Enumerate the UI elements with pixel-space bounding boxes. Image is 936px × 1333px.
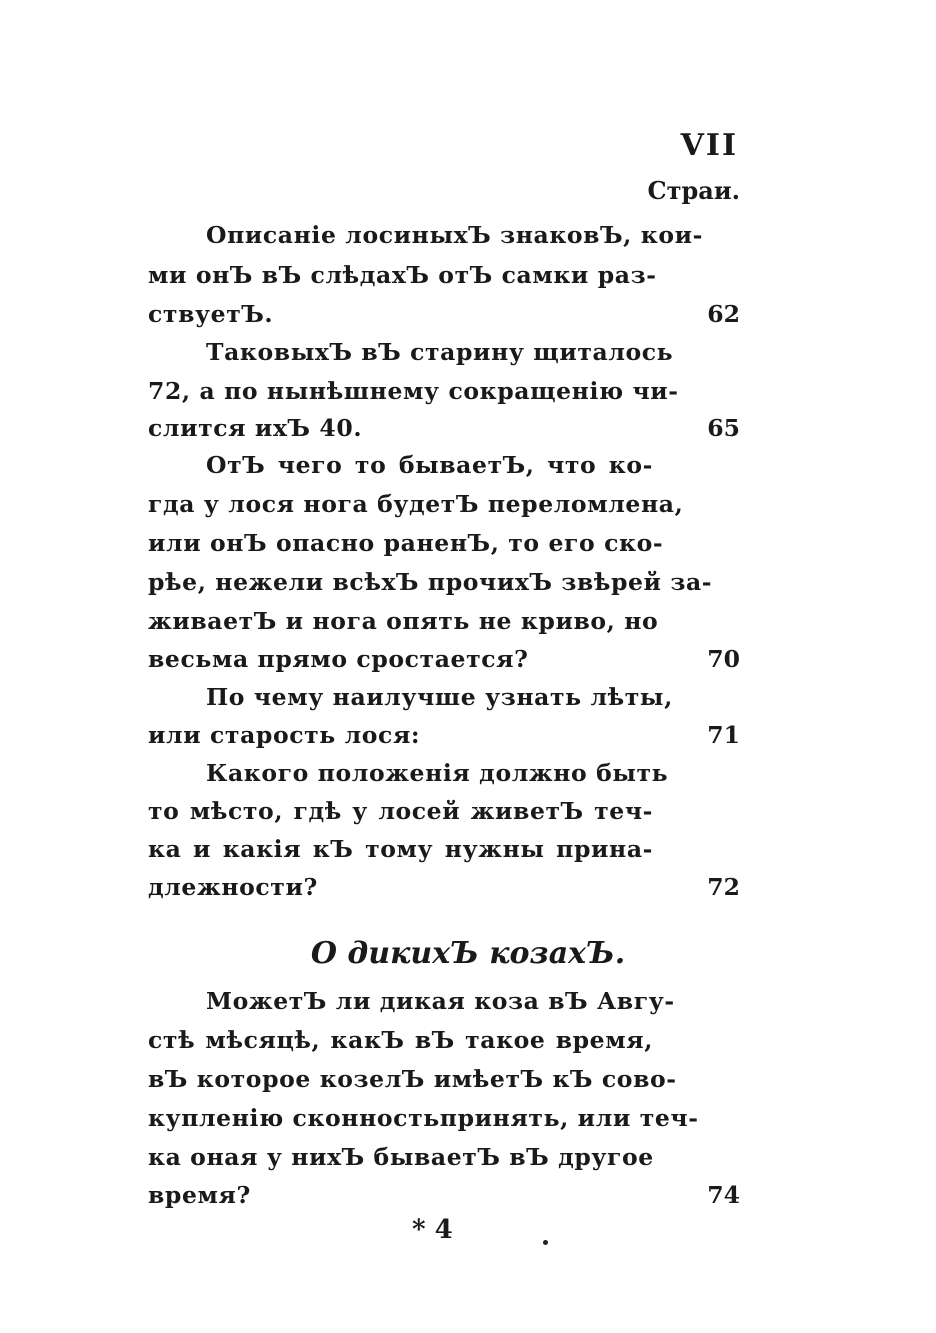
entry-4-line-1: По чему наилучше узнать лѣты, <box>206 683 673 711</box>
entry-2-line-2: 72, а по нынѣшнему сокращенію чи- <box>148 377 679 405</box>
entry-5-line-2: то мѣсто, гдѣ у лосей живетЪ теч- <box>148 797 653 825</box>
section-heading: О дикихЪ козахЪ. <box>310 936 626 971</box>
entry-2-line-1: ТаковыхЪ вЪ старину щиталось <box>206 338 674 366</box>
entry-3-line-1: ОтЪ чего то бываетЪ, что ко- <box>206 451 653 479</box>
entry-3-line-6: весьма прямо сростается? <box>148 645 529 673</box>
entry-4-line-2: или старость лося: <box>148 721 421 749</box>
entry-3-line-3: или онЪ опасно раненЪ, то его ско- <box>148 529 664 557</box>
section-entry-line-1: МожетЪ ли дикая коза вЪ Авгу- <box>206 987 675 1015</box>
entry-2-page-number: 65 <box>707 414 740 442</box>
section-entry-line-2: стѣ мѣсяцѣ, какЪ вЪ такое время, <box>148 1026 653 1054</box>
entry-2-line-3: слится ихЪ 40. <box>148 414 363 442</box>
signature-mark: * 4 <box>412 1215 453 1245</box>
entry-3-line-4: рѣе, нежели всѣхЪ прочихЪ звѣрей за- <box>148 568 713 596</box>
entry-1-line-3: ствуетЪ. <box>148 300 274 328</box>
entry-1-line-2: ми онЪ вЪ слѣдахЪ отЪ самки раз- <box>148 261 657 289</box>
entry-5-page-number: 72 <box>707 873 740 901</box>
section-entry-line-4: купленію сконностьпринять, или теч- <box>148 1104 699 1132</box>
entry-5-line-4: длежности? <box>148 873 318 901</box>
entry-3-line-2: гда у лося нога будетЪ переломлена, <box>148 490 684 518</box>
section-entry-line-3: вЪ которое козелЪ имѣетЪ кЪ сово- <box>148 1065 677 1093</box>
ink-speck <box>543 1240 548 1245</box>
entry-1-line-1: Описаніе лосиныхЪ знаковЪ, кои- <box>206 221 703 249</box>
folio-number: VII <box>680 128 738 163</box>
entry-3-line-5: живаетЪ и нога опять не криво, но <box>148 607 659 635</box>
entry-4-page-number: 71 <box>707 721 740 749</box>
entry-3-page-number: 70 <box>707 645 740 673</box>
entry-5-line-3: ка и какія кЪ тому нужны прина- <box>148 835 653 863</box>
section-entry-page-number: 74 <box>707 1181 740 1209</box>
entry-5-line-1: Какого положенія должно быть <box>206 759 669 787</box>
section-entry-line-5: ка оная у нихЪ бываетЪ вЪ другое <box>148 1143 654 1171</box>
section-entry-line-6: время? <box>148 1181 251 1209</box>
page-column-header: Страи. <box>647 176 740 205</box>
entry-1-page-number: 62 <box>707 300 740 328</box>
